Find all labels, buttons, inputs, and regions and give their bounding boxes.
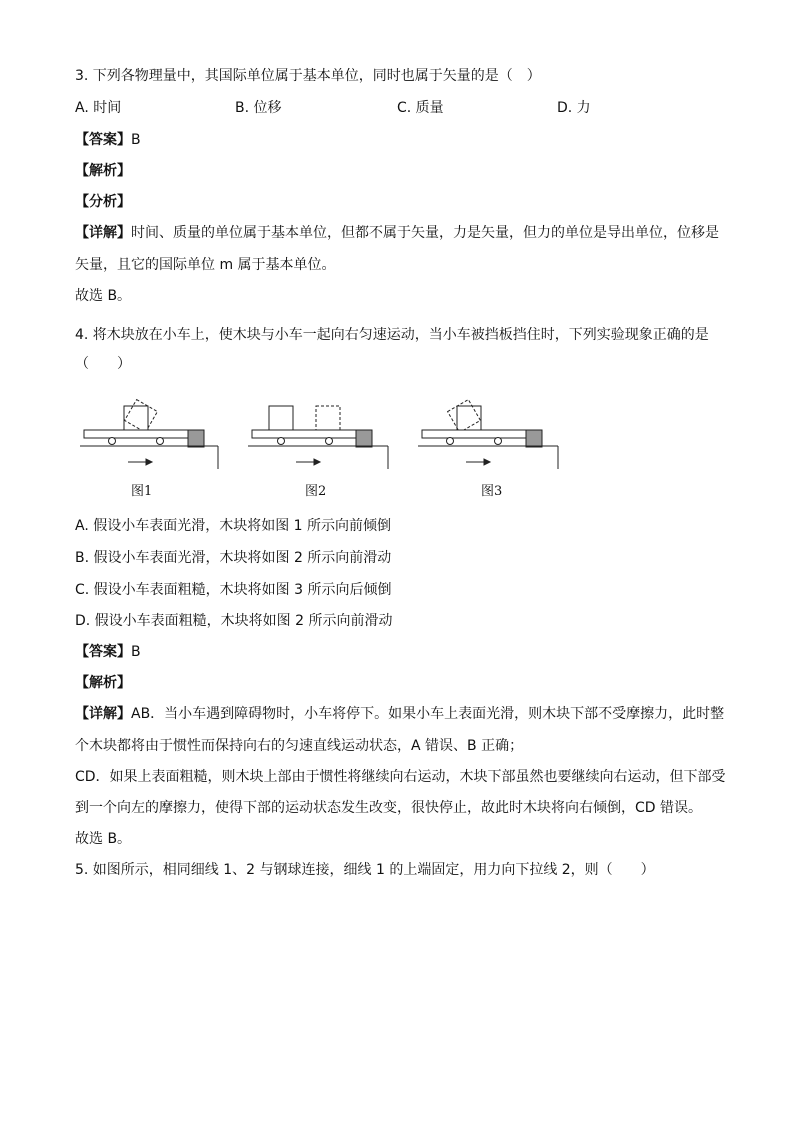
q3-conclusion: 故选 B。 bbox=[75, 288, 132, 304]
figure-2 bbox=[248, 406, 388, 469]
q4-option-a: A. 假设小车表面光滑，木块将如图 1 所示向前倾倒 bbox=[75, 518, 392, 534]
q3-option-a: A. 时间 bbox=[75, 100, 122, 116]
q5-stem: 5. 如图所示，相同细线 1、2 与钢球连接，细线 1 的上端固定，用力向下拉线 2，则（ ） bbox=[75, 862, 655, 878]
figure-2-caption: 图2 bbox=[305, 484, 327, 499]
q4-detail-text-1: AB．当小车遇到障碍物时，小车将停下。如果小车上表面光滑，则木块下部不受摩擦力，此时整 bbox=[131, 706, 725, 722]
q4-option-d: D. 假设小车表面粗糙，木块将如图 2 所示向前滑动 bbox=[75, 613, 393, 629]
q3-option-d: D. 力 bbox=[557, 100, 591, 116]
q4-answer: B bbox=[131, 644, 141, 660]
q4-conclusion: 故选 B。 bbox=[75, 831, 132, 847]
q3-analysis-tag: 【解析】 bbox=[75, 163, 131, 179]
q4-figures bbox=[0, 0, 794, 520]
q4-option-b: B. 假设小车表面光滑，木块将如图 2 所示向前滑动 bbox=[75, 550, 392, 566]
q3-detail-text-1: 时间、质量的单位属于基本单位，但都不属于矢量，力是矢量，但力的单位是导出单位，位移是 bbox=[131, 225, 719, 241]
answer-tag: 【答案】 bbox=[75, 132, 131, 148]
q4-option-c: C. 假设小车表面粗糙，木块将如图 3 所示向后倾倒 bbox=[75, 582, 392, 598]
detail-tag: 【详解】 bbox=[75, 225, 131, 241]
figure-1 bbox=[80, 400, 218, 469]
answer-tag: 【答案】 bbox=[75, 644, 131, 660]
detail-tag: 【详解】 bbox=[75, 706, 131, 722]
q3-stem: 3. 下列各物理量中，其国际单位属于基本单位，同时也属于矢量的是（ ） bbox=[75, 68, 541, 84]
q3-option-b: B. 位移 bbox=[235, 100, 282, 116]
q4-answer-line bbox=[75, 642, 141, 662]
figure-3-caption: 图3 bbox=[481, 484, 503, 499]
q4-detail-line-2: 个木块都将由于惯性而保持向右的匀速直线运动状态，A 错误、B 正确； bbox=[75, 738, 524, 754]
q3-fenxi-tag: 【分析】 bbox=[75, 194, 131, 210]
figure-3 bbox=[418, 400, 558, 469]
figure-1-caption: 图1 bbox=[131, 484, 153, 499]
q4-stem-line-1: 4. 将木块放在小车上，使木块与小车一起向右匀速运动，当小车被挡板挡住时，下列实验现象正确的是 bbox=[75, 327, 709, 343]
q4-detail-line-1 bbox=[75, 704, 724, 724]
q3-answer: B bbox=[131, 132, 141, 148]
q4-detail-line-3: CD．如果上表面粗糙，则木块上部由于惯性将继续向右运动，木块下部虽然也要继续向右运动，但下部受 bbox=[75, 769, 726, 785]
q4-analysis-tag: 【解析】 bbox=[75, 675, 131, 691]
q4-detail-line-4: 到一个向左的摩擦力，使得下部的运动状态发生改变，很快停止，故此时木块将向右倾倒，CD 错误。 bbox=[75, 800, 703, 816]
q3-detail-line-2: 矢量，且它的国际单位 m 属于基本单位。 bbox=[75, 257, 336, 273]
q4-stem-line-2: （ ） bbox=[75, 356, 131, 372]
q3-option-c: C. 质量 bbox=[397, 100, 444, 116]
